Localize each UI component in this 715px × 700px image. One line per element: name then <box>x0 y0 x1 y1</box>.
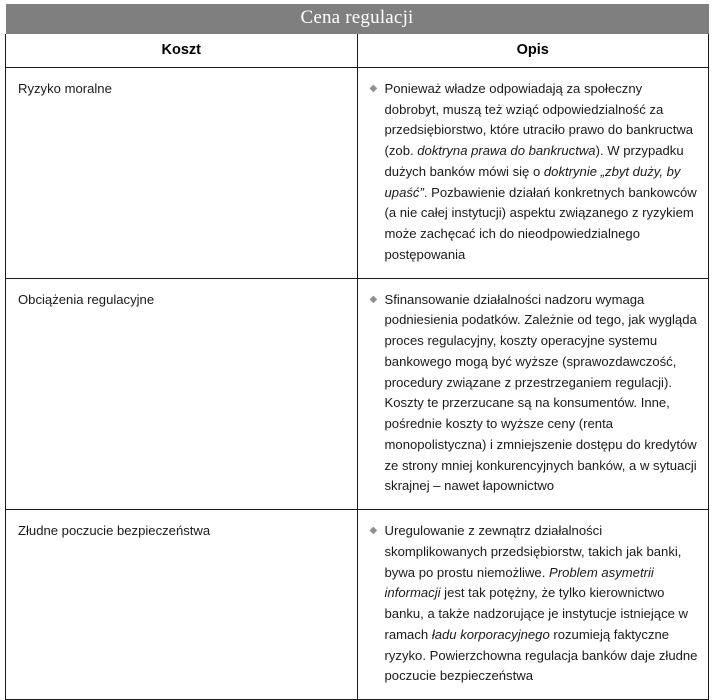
cost-cell: Złudne poczucie bezpieczeństwa <box>6 510 358 700</box>
table-body <box>6 67 709 699</box>
emphasis-term: doktrynie „zbyt duży, by upaść” <box>384 163 681 200</box>
emphasis-term: Problem asymetrii informacji <box>384 564 654 601</box>
text-run: rozumieją faktyczne ryzyko. Powierzchowna regulacja banków daje złudne poczucie bezpieczeństwa <box>384 626 698 684</box>
column-header-koszt: Koszt <box>6 34 358 68</box>
text-run: Ponieważ władze odpowiadają za społeczny dobrobyt, muszą też wziąć odpowiedzialność za przedsiębiorstwo, które utraciło prawo do bankructwa (zob. <box>384 80 694 159</box>
cost-cell: Ryzyko moralne <box>6 67 358 278</box>
description-bullet-item <box>369 290 701 498</box>
text-run: Sfinansowanie działalności nadzoru wymaga podniesienia podatków. Zależnie od tego, jak wygląda proces regulacyjny, koszty operacyjne systemu bankowego mogą być wyższe (sprawozdawczość, procedury związane z przestrzeganiem regulacji). Koszty te przerzucane są na konsumentów. Inne, pośrednie koszty to wyższe ceny (renta monopolistyczna) i zmniejszenie dostępu do kredytów ze strony mniej konkurencyjnych banków, a w sytuacji skrajnej – nawet łapownictwo <box>384 291 697 494</box>
bullet-diamond-icon: ◆ <box>369 525 378 537</box>
table-head <box>6 4 709 67</box>
cost-cell: Obciążenia regulacyjne <box>6 278 358 510</box>
description-bullet-item <box>369 79 701 266</box>
description-cell <box>357 510 709 700</box>
description-cell <box>357 67 709 278</box>
text-run: ). W przypadku dużych banków mówi się o <box>384 143 684 179</box>
description-cell <box>357 278 709 510</box>
bullet-diamond-icon: ◆ <box>369 293 378 305</box>
emphasis-term: doktryna prawa do bankructwa <box>417 143 596 159</box>
description-bullet-item <box>369 521 701 687</box>
regulation-cost-table <box>5 4 709 700</box>
description-text <box>385 292 697 494</box>
table-title-row <box>6 4 709 34</box>
bullet-diamond-icon: ◆ <box>369 82 378 94</box>
text-run: Uregulowanie z zewnątrz działalności skomplikowanych przedsiębiorstw, takich jak banki, bywa po prostu niemożliwe. <box>384 523 682 580</box>
description-text <box>385 523 698 683</box>
table-row <box>6 510 709 700</box>
table-row <box>6 67 709 278</box>
description-text <box>385 81 697 262</box>
table-column-header-row <box>6 34 709 68</box>
column-header-opis: Opis <box>357 34 709 68</box>
text-run: jest tak potężny, że tylko kierownictwo banku, a także nadzorujące je instytucje istniejące w ramach <box>384 585 689 642</box>
table-title: Cena regulacji <box>6 4 709 34</box>
emphasis-term: ładu korporacyjnego <box>431 626 550 642</box>
table-row <box>6 278 709 510</box>
text-run: . Pozbawienie działań konkretnych bankowców (a nie całej instytucji) aspektu związanego z ryzykiem może zachęcać ich do nieodpowiedzialnego postępowania <box>384 184 697 262</box>
